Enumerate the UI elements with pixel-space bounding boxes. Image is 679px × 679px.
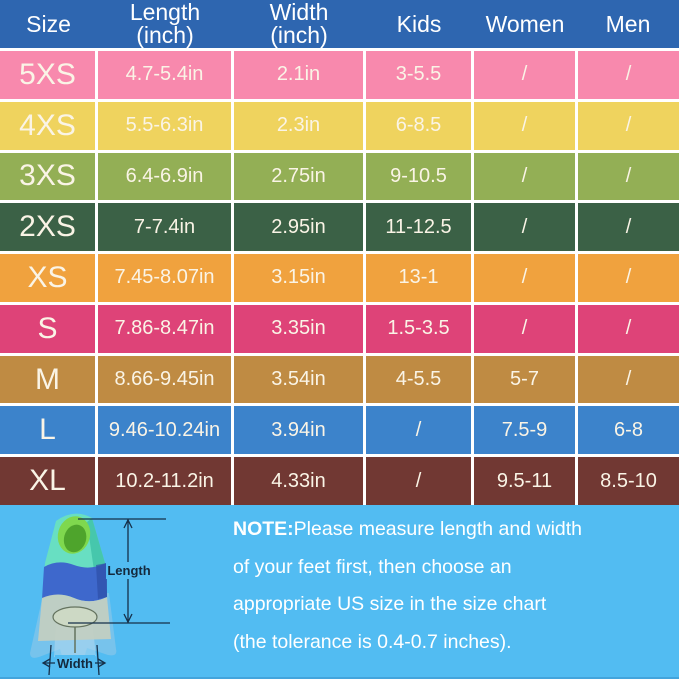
length-cell: 5.5-6.3in xyxy=(98,102,231,150)
men-cell: / xyxy=(578,153,679,201)
length-cell: 9.46-10.24in xyxy=(98,406,231,454)
note-line-2: of your feet first, then choose an xyxy=(233,555,512,578)
kids-cell: 9-10.5 xyxy=(366,153,471,201)
men-cell: / xyxy=(578,51,679,99)
table-row-5xs xyxy=(0,51,679,99)
header-width xyxy=(233,1,365,47)
header-kids-label: Kids xyxy=(396,10,442,37)
length-cell: 10.2-11.2in xyxy=(98,457,231,505)
length-cell: 7.86-8.47in xyxy=(98,305,231,353)
kids-cell: 6-8.5 xyxy=(366,102,471,150)
size-cell: M xyxy=(0,356,95,404)
width-cell: 2.95in xyxy=(234,203,363,251)
table-row-xs xyxy=(0,254,679,302)
kids-cell: 4-5.5 xyxy=(366,356,471,404)
note-label: NOTE: xyxy=(233,518,294,540)
size-cell: L xyxy=(0,406,95,454)
header-width-unit: (inch) xyxy=(270,22,328,48)
size-cell: 4XS xyxy=(0,102,95,150)
women-cell: 7.5-9 xyxy=(474,406,575,454)
note-text xyxy=(233,511,673,661)
women-cell: / xyxy=(474,51,575,99)
men-cell: 8.5-10 xyxy=(578,457,679,505)
header-women-label: Women xyxy=(485,10,565,37)
men-cell: / xyxy=(578,102,679,150)
size-cell: S xyxy=(0,305,95,353)
header-kids xyxy=(365,10,473,37)
women-cell: / xyxy=(474,102,575,150)
size-cell: 2XS xyxy=(0,203,95,251)
table-body xyxy=(0,48,679,505)
note-line-3: appropriate US size in the size chart xyxy=(233,593,547,616)
men-cell: / xyxy=(578,203,679,251)
length-cell: 4.7-5.4in xyxy=(98,51,231,99)
header-men-label: Men xyxy=(605,10,651,37)
fin-heel-opening xyxy=(53,607,97,627)
kids-cell: 11-12.5 xyxy=(366,203,471,251)
length-cell: 7-7.4in xyxy=(98,203,231,251)
width-cell: 2.1in xyxy=(234,51,363,99)
women-cell: / xyxy=(474,254,575,302)
table-row-3xs xyxy=(0,153,679,201)
women-cell: / xyxy=(474,153,575,201)
header-men xyxy=(577,10,679,37)
size-cell: 5XS xyxy=(0,51,95,99)
header-size xyxy=(0,10,97,37)
width-cell: 3.15in xyxy=(234,254,363,302)
width-cell: 2.75in xyxy=(234,153,363,201)
header-size-label: Size xyxy=(26,10,71,37)
kids-cell: 13-1 xyxy=(366,254,471,302)
kids-cell: 1.5-3.5 xyxy=(366,305,471,353)
note-line-4: (the tolerance is 0.4-0.7 inches). xyxy=(233,630,512,653)
kids-cell: 3-5.5 xyxy=(366,51,471,99)
size-cell: 3XS xyxy=(0,153,95,201)
table-row-2xs xyxy=(0,203,679,251)
length-label: Length xyxy=(107,563,151,578)
width-cell: 3.94in xyxy=(234,406,363,454)
width-cell: 3.35in xyxy=(234,305,363,353)
women-cell: / xyxy=(474,203,575,251)
table-row-l xyxy=(0,406,679,454)
women-cell: / xyxy=(474,305,575,353)
men-cell: / xyxy=(578,356,679,404)
kids-cell: / xyxy=(366,457,471,505)
table-row-xl xyxy=(0,457,679,505)
size-cell: XL xyxy=(0,457,95,505)
women-cell: 5-7 xyxy=(474,356,575,404)
width-cell: 4.33in xyxy=(234,457,363,505)
width-label: Width xyxy=(57,656,93,671)
men-cell: / xyxy=(578,254,679,302)
length-cell: 8.66-9.45in xyxy=(98,356,231,404)
header-women xyxy=(473,10,577,37)
length-cell: 6.4-6.9in xyxy=(98,153,231,201)
men-cell: / xyxy=(578,305,679,353)
table-row-s xyxy=(0,305,679,353)
header-length-unit: (inch) xyxy=(136,22,194,48)
header-length xyxy=(97,1,233,47)
length-cell: 7.45-8.07in xyxy=(98,254,231,302)
header-length-label: Length xyxy=(129,0,201,25)
table-row-m xyxy=(0,356,679,404)
women-cell: 9.5-11 xyxy=(474,457,575,505)
width-cell: 3.54in xyxy=(234,356,363,404)
note-line-1: NOTE:Please measure length and width xyxy=(233,518,583,540)
table-row-4xs xyxy=(0,102,679,150)
table-header xyxy=(0,0,679,48)
men-cell: 6-8 xyxy=(578,406,679,454)
width-cell: 2.3in xyxy=(234,102,363,150)
fin-measurement-diagram xyxy=(8,505,233,679)
header-width-label: Width xyxy=(269,0,329,25)
size-cell: XS xyxy=(0,254,95,302)
kids-cell: / xyxy=(366,406,471,454)
